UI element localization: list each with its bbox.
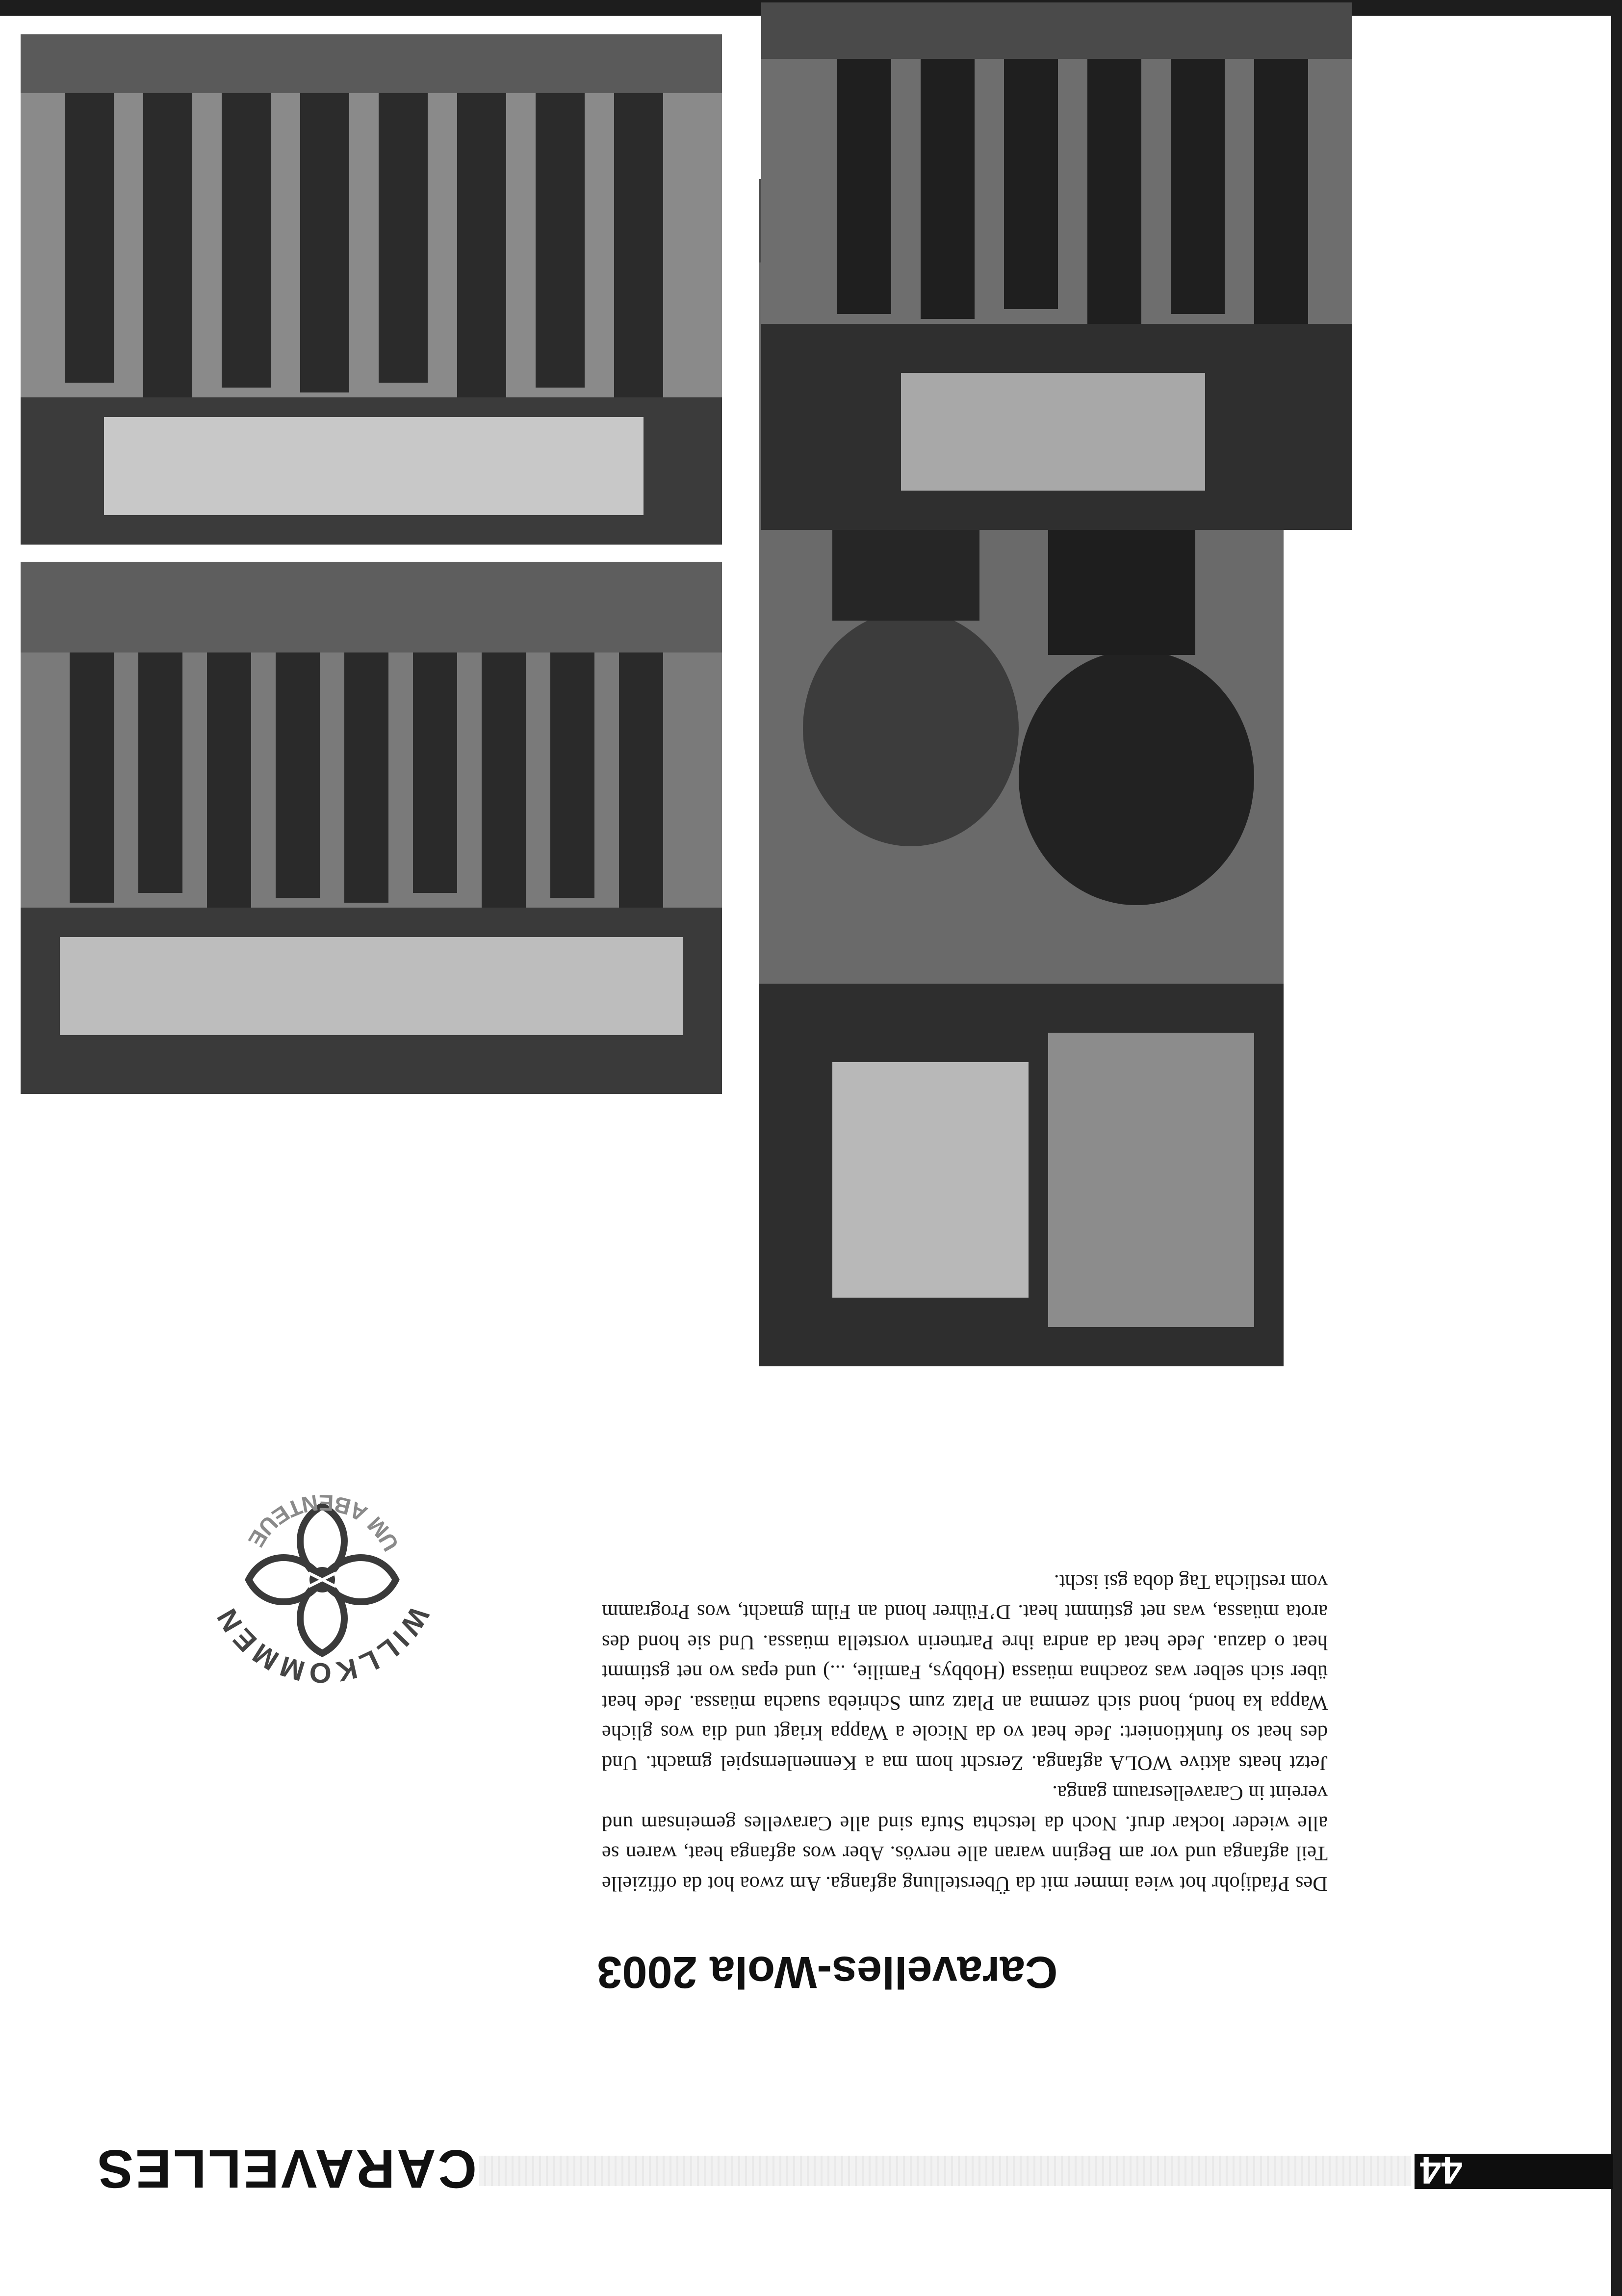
- article-title: Caravelles-Wola 2003: [597, 1947, 1058, 1997]
- logo-text-bottom: UM ABENTEUE: [242, 1489, 404, 1556]
- logo-text-top: WILLKOMMEN: [209, 1600, 435, 1689]
- page-number: 44: [1420, 2149, 1463, 2192]
- photo-group-indoor: [21, 34, 722, 545]
- photo-group-courtyard: [761, 2, 1352, 530]
- photo-group-outdoor: [21, 562, 722, 1094]
- fleur-de-lis-icon: [170, 1423, 474, 1727]
- article-body: [602, 1280, 1328, 1899]
- paragraph: Des Pfadijohr hot wiea immer mit da Überstellung agfanga. Am zwoa hot da offizielle Teil agfanga und vor am Beginn waran alle nervös. Aber wos agfanga heat, waren se alle wieder lockar druf. Noch da letschta Stufa sind alle Caravelles gemeinsam und vereint in Caravellesraum ganga.: [602, 1781, 1328, 1895]
- header-strip: [479, 2156, 1411, 2186]
- svg-text:ZUM ABENTEUER: [242, 1490, 474, 1727]
- section-label: CARAVELLES: [95, 2139, 477, 2199]
- svg-text:WILLKOMMEN: [209, 1601, 435, 1689]
- paragraph: Jetzt heats aktive WOLA agfanga. Zerscht hom ma a Kennenlernspiel gmacht. Und des heat so funktioniert: Jede heat vo da Nicole a Wappa kriagt und dia wos gliche Wappa ka hond, hond sich zemma an Platz zum Schrieba suacha müassa. Jede heat über sich selber was zoachna müassa (Hobbys, Familie, ...) und epas wo net gstimmt heat o dazua. Jede heat da andra ihre Partnerin vorstella müassa. Und sie hond des arota müassa, was net gstimmt heat. D’Führer hond an Film gmacht, wos Programm vom restlicha Tag doba gsi ischt.: [602, 1570, 1328, 1774]
- scan-edge-left: [1611, 0, 1622, 2296]
